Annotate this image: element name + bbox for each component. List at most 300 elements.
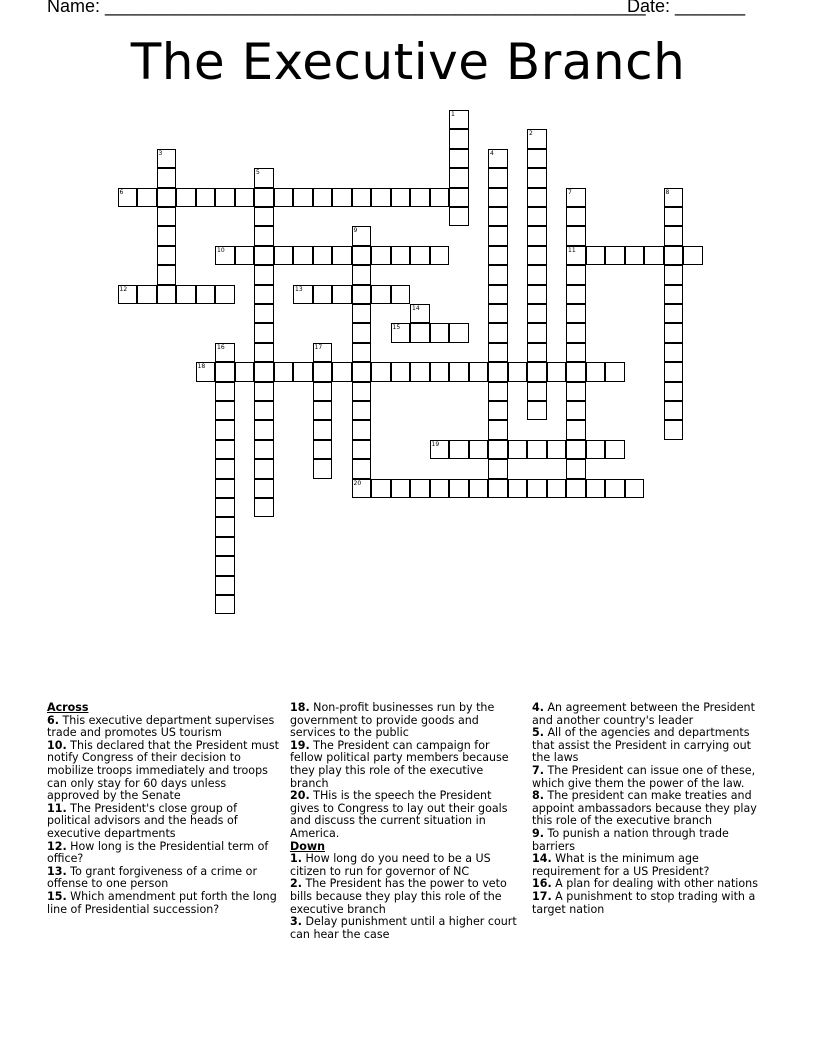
- crossword-cell[interactable]: [371, 188, 391, 207]
- crossword-cell[interactable]: [566, 323, 586, 342]
- crossword-cell[interactable]: [449, 129, 469, 148]
- crossword-cell[interactable]: [527, 168, 547, 187]
- crossword-cell[interactable]: [410, 479, 430, 498]
- crossword-cell[interactable]: [410, 246, 430, 265]
- crossword-cell[interactable]: [527, 440, 547, 459]
- down-heading: Down: [290, 839, 325, 853]
- clue-number: 14.: [532, 852, 552, 866]
- crossword-cell[interactable]: [488, 168, 508, 187]
- down-clue-list: [290, 853, 522, 941]
- crossword-cell[interactable]: [605, 362, 625, 381]
- crossword-cell[interactable]: [254, 265, 274, 284]
- crossword-cell[interactable]: [527, 285, 547, 304]
- clue-number-label: 5: [256, 169, 260, 177]
- crossword-cell[interactable]: [332, 188, 352, 207]
- crossword-cell[interactable]: [254, 343, 274, 362]
- crossword-cell[interactable]: [449, 188, 469, 207]
- crossword-cell[interactable]: [488, 459, 508, 478]
- clue-text: How long do you need to be a US citizen to run for governor of NC: [290, 852, 491, 878]
- crossword-cell[interactable]: [527, 343, 547, 362]
- crossword-cell[interactable]: [391, 285, 411, 304]
- clue-item: [290, 790, 522, 840]
- crossword-cell[interactable]: [527, 188, 547, 207]
- crossword-cell[interactable]: [332, 362, 352, 381]
- crossword-cell[interactable]: [410, 188, 430, 207]
- clue-number-label: 16: [217, 343, 225, 351]
- clue-number: 11.: [47, 801, 67, 815]
- clue-number: 10.: [47, 738, 67, 752]
- crossword-cell[interactable]: [371, 479, 391, 498]
- page-title: The Executive Branch: [130, 33, 686, 91]
- clue-text: A punishment to stop trading with a target nation: [532, 889, 756, 916]
- crossword-cell[interactable]: [488, 226, 508, 245]
- clue-item: [290, 916, 522, 941]
- crossword-cell[interactable]: [488, 265, 508, 284]
- crossword-cell[interactable]: [449, 149, 469, 168]
- crossword-cell[interactable]: [235, 188, 255, 207]
- date-field-label: Date: _______: [627, 0, 746, 16]
- clue-number: 9.: [532, 826, 544, 840]
- crossword-cell[interactable]: [664, 188, 684, 207]
- crossword-cell[interactable]: [683, 246, 703, 265]
- crossword-cell[interactable]: [664, 420, 684, 439]
- crossword-cell[interactable]: [449, 362, 469, 381]
- crossword-cell[interactable]: [605, 479, 625, 498]
- crossword-cell[interactable]: [352, 323, 372, 342]
- crossword-cell[interactable]: [313, 382, 333, 401]
- clue-number: 15.: [47, 889, 67, 903]
- crossword-cell[interactable]: [215, 420, 235, 439]
- crossword-cell[interactable]: [157, 246, 177, 265]
- clue-item: [532, 765, 768, 790]
- crossword-cell[interactable]: [157, 188, 177, 207]
- clue-number-label: 19: [431, 440, 440, 448]
- crossword-cell[interactable]: [664, 207, 684, 226]
- clue-text: The President's close group of political advisors and the heads of executive departments: [47, 801, 238, 840]
- clue-item: [47, 891, 281, 916]
- crossword-cell[interactable]: [664, 265, 684, 284]
- crossword-cell[interactable]: [547, 440, 567, 459]
- crossword-cell[interactable]: [488, 304, 508, 323]
- crossword-cell[interactable]: [352, 382, 372, 401]
- crossword-cell[interactable]: [527, 246, 547, 265]
- clue-number-label: 13: [295, 285, 303, 293]
- crossword-cell[interactable]: [410, 304, 430, 323]
- crossword-cell[interactable]: [410, 362, 430, 381]
- crossword-cell[interactable]: [566, 382, 586, 401]
- crossword-cell[interactable]: [586, 440, 606, 459]
- crossword-cell[interactable]: [254, 382, 274, 401]
- clue-number: 4.: [532, 701, 544, 714]
- clue-number: 3.: [290, 915, 302, 929]
- crossword-cell[interactable]: [488, 149, 508, 168]
- crossword-cell[interactable]: [215, 343, 235, 362]
- clue-number: 8.: [532, 789, 544, 803]
- crossword-cell[interactable]: [566, 362, 586, 381]
- crossword-cell[interactable]: [469, 362, 489, 381]
- crossword-cell[interactable]: [118, 285, 138, 304]
- crossword-cell[interactable]: [527, 382, 547, 401]
- crossword-cell[interactable]: [293, 285, 313, 304]
- crossword-cell[interactable]: [313, 420, 333, 439]
- crossword-cell[interactable]: [254, 401, 274, 420]
- crossword-cell[interactable]: [371, 246, 391, 265]
- clue-text: Delay punishment until a higher court can hear the case: [290, 915, 517, 941]
- crossword-cell[interactable]: [449, 110, 469, 129]
- crossword-cell[interactable]: [449, 323, 469, 342]
- crossword-cell[interactable]: [664, 323, 684, 342]
- crossword-cell[interactable]: [352, 362, 372, 381]
- clue-text: All of the agencies and departments that assist the President in carrying out the laws: [532, 726, 752, 765]
- crossword-cell[interactable]: [430, 246, 450, 265]
- clue-number-label: 7: [568, 188, 572, 196]
- crossword-cell[interactable]: [566, 207, 586, 226]
- crossword-cell[interactable]: [449, 207, 469, 226]
- crossword-cell[interactable]: [508, 362, 528, 381]
- crossword-cell[interactable]: [215, 498, 235, 517]
- crossword-cell[interactable]: [469, 479, 489, 498]
- clue-number: 13.: [47, 864, 67, 878]
- crossword-cell[interactable]: [566, 285, 586, 304]
- crossword-cell[interactable]: [254, 246, 274, 265]
- crossword-cell[interactable]: [391, 362, 411, 381]
- crossword-cell[interactable]: [176, 188, 196, 207]
- crossword-cell[interactable]: [566, 420, 586, 439]
- crossword-cell[interactable]: [274, 362, 294, 381]
- crossword-cell[interactable]: [352, 420, 372, 439]
- crossword-cell[interactable]: [566, 401, 586, 420]
- clues-column-2: [290, 702, 522, 941]
- clue-item: [47, 841, 281, 866]
- crossword-cell[interactable]: [527, 265, 547, 284]
- crossword-cell[interactable]: [196, 362, 216, 381]
- crossword-cell[interactable]: [566, 265, 586, 284]
- crossword-cell[interactable]: [391, 479, 411, 498]
- crossword-cell[interactable]: [352, 226, 372, 245]
- crossword-cell[interactable]: [664, 226, 684, 245]
- crossword-cell[interactable]: [488, 343, 508, 362]
- crossword-cell[interactable]: [352, 285, 372, 304]
- crossword-cell[interactable]: [508, 440, 528, 459]
- crossword-cell[interactable]: [215, 517, 235, 536]
- clue-item: [532, 727, 768, 765]
- crossword-cell[interactable]: [410, 323, 430, 342]
- crossword-cell[interactable]: [664, 401, 684, 420]
- crossword-cell[interactable]: [332, 246, 352, 265]
- clue-number-label: 9: [353, 227, 358, 235]
- crossword-cell[interactable]: [488, 382, 508, 401]
- crossword-cell[interactable]: [157, 168, 177, 187]
- crossword-cell[interactable]: [313, 401, 333, 420]
- clue-number-label: 2: [529, 130, 533, 138]
- crossword-cell[interactable]: [137, 188, 157, 207]
- clue-item: [47, 715, 281, 740]
- crossword-cell[interactable]: [215, 537, 235, 556]
- clue-number-label: 20: [353, 479, 362, 487]
- clues-column-1: [47, 702, 281, 916]
- crossword-cell[interactable]: [293, 362, 313, 381]
- clue-text: To punish a nation through trade barriers: [532, 826, 729, 853]
- clue-number: 19.: [290, 738, 310, 752]
- crossword-cell[interactable]: [157, 265, 177, 284]
- crossword-cell[interactable]: [215, 556, 235, 575]
- crossword-cell[interactable]: [215, 595, 235, 614]
- crossword-cell[interactable]: [313, 362, 333, 381]
- across-clue-list-continued: [290, 702, 522, 841]
- crossword-cell[interactable]: [664, 343, 684, 362]
- clue-item: [532, 853, 768, 878]
- crossword-cell[interactable]: [566, 226, 586, 245]
- clue-text: The President can campaign for fellow political party members because they play this role of the executive branch: [290, 738, 509, 790]
- clue-number-label: 8: [665, 188, 670, 196]
- crossword-cell[interactable]: [215, 188, 235, 207]
- crossword-cell[interactable]: [566, 343, 586, 362]
- crossword-cell[interactable]: [352, 440, 372, 459]
- crossword-cell[interactable]: [664, 285, 684, 304]
- clue-text: To grant forgiveness of a crime or offense to one person: [47, 864, 258, 891]
- crossword-cell[interactable]: [215, 459, 235, 478]
- crossword-cell[interactable]: [313, 459, 333, 478]
- clue-item: [47, 866, 281, 891]
- crossword-cell[interactable]: [527, 479, 547, 498]
- crossword-cell[interactable]: [586, 479, 606, 498]
- crossword-cell[interactable]: [547, 479, 567, 498]
- crossword-cell[interactable]: [488, 362, 508, 381]
- clue-item: [47, 740, 281, 803]
- clue-text: This declared that the President must notify Congress of their decision to mobilize troops immediately and troops can only stay for 60 days unless approved by the Senate: [47, 738, 279, 803]
- crossword-cell[interactable]: [586, 246, 606, 265]
- crossword-cell[interactable]: [547, 362, 567, 381]
- crossword-cell[interactable]: [449, 168, 469, 187]
- crossword-cell[interactable]: [488, 440, 508, 459]
- crossword-cell[interactable]: [313, 188, 333, 207]
- crossword-cell[interactable]: [430, 440, 450, 459]
- crossword-cell[interactable]: [215, 382, 235, 401]
- crossword-cell[interactable]: [391, 246, 411, 265]
- crossword-cell[interactable]: [254, 420, 274, 439]
- crossword-cell[interactable]: [352, 304, 372, 323]
- clue-text: The President can issue one of these, which give them the power of the law.: [532, 763, 756, 790]
- crossword-cell[interactable]: [157, 285, 177, 304]
- clue-text: Which amendment put forth the long line of Presidential succession?: [47, 889, 277, 916]
- crossword-cell[interactable]: [527, 304, 547, 323]
- crossword-cell[interactable]: [196, 285, 216, 304]
- crossword-cell[interactable]: [527, 323, 547, 342]
- clue-item: [290, 740, 522, 790]
- crossword-cell[interactable]: [566, 188, 586, 207]
- clue-number: 2.: [290, 877, 302, 891]
- crossword-cell[interactable]: [176, 285, 196, 304]
- crossword-cell[interactable]: [293, 188, 313, 207]
- crossword-cell[interactable]: [527, 207, 547, 226]
- clue-number-label: 6: [119, 188, 124, 196]
- clue-number: 6.: [47, 713, 59, 727]
- crossword-cell[interactable]: [254, 207, 274, 226]
- clue-number-label: 4: [490, 149, 494, 157]
- crossword-cell[interactable]: [664, 246, 684, 265]
- crossword-cell[interactable]: [430, 323, 450, 342]
- clue-text: An agreement between the President and another country's leader: [532, 701, 755, 727]
- crossword-cell[interactable]: [664, 362, 684, 381]
- crossword-cell[interactable]: [430, 362, 450, 381]
- crossword-cell[interactable]: [566, 246, 586, 265]
- crossword-cell[interactable]: [235, 246, 255, 265]
- clue-number: 17.: [532, 889, 552, 903]
- crossword-cell[interactable]: [254, 285, 274, 304]
- down-clue-list-continued: [532, 702, 768, 916]
- crossword-cell[interactable]: [488, 285, 508, 304]
- clue-number-label: 17: [314, 343, 323, 351]
- crossword-cell[interactable]: [430, 479, 450, 498]
- crossword-cell[interactable]: [352, 479, 372, 498]
- crossword-cell[interactable]: [235, 362, 255, 381]
- crossword-cell[interactable]: [430, 188, 450, 207]
- crossword-cell[interactable]: [157, 207, 177, 226]
- crossword-cell[interactable]: [157, 226, 177, 245]
- crossword-cell[interactable]: [605, 440, 625, 459]
- crossword-cell[interactable]: [664, 382, 684, 401]
- clue-text: A plan for dealing with other nations: [551, 877, 758, 891]
- crossword-cell[interactable]: [566, 459, 586, 478]
- crossword-cell[interactable]: [254, 226, 274, 245]
- crossword-cell[interactable]: [449, 440, 469, 459]
- clue-number-label: 12: [119, 285, 128, 293]
- crossword-cell[interactable]: [352, 459, 372, 478]
- crossword-cell[interactable]: [313, 285, 333, 304]
- crossword-cell[interactable]: [254, 304, 274, 323]
- crossword-cell[interactable]: [254, 459, 274, 478]
- crossword-cell[interactable]: [644, 246, 664, 265]
- clue-item: [290, 878, 522, 916]
- crossword-cell[interactable]: [566, 304, 586, 323]
- crossword-cell[interactable]: [254, 362, 274, 381]
- crossword-cell[interactable]: [488, 188, 508, 207]
- crossword-cell[interactable]: [313, 246, 333, 265]
- crossword-cell[interactable]: [352, 343, 372, 362]
- crossword-cell[interactable]: [332, 285, 352, 304]
- across-heading: Across: [47, 701, 89, 714]
- crossword-cell[interactable]: [254, 440, 274, 459]
- crossword-cell[interactable]: [254, 168, 274, 187]
- clue-number: 18.: [290, 701, 310, 714]
- crossword-cell[interactable]: [215, 440, 235, 459]
- crossword-cell[interactable]: [274, 246, 294, 265]
- crossword-cell[interactable]: [215, 576, 235, 595]
- clue-number-label: 15: [392, 324, 401, 332]
- clue-item: [290, 702, 522, 740]
- clue-number: 7.: [532, 763, 544, 777]
- crossword-cell[interactable]: [488, 246, 508, 265]
- crossword-cell[interactable]: [215, 285, 235, 304]
- clue-number: 5.: [532, 726, 544, 740]
- clue-text: How long is the Presidential term of office?: [47, 839, 269, 866]
- clue-number: 20.: [290, 789, 310, 803]
- crossword-cell[interactable]: [254, 188, 274, 207]
- clue-number-label: 11: [568, 246, 576, 254]
- crossword-cell[interactable]: [313, 440, 333, 459]
- crossword-cell[interactable]: [254, 498, 274, 517]
- crossword-cell[interactable]: [274, 188, 294, 207]
- crossword-cell[interactable]: [352, 401, 372, 420]
- crossword-cell[interactable]: [137, 285, 157, 304]
- crossword-cell[interactable]: [293, 246, 313, 265]
- crossword-cell[interactable]: [449, 479, 469, 498]
- crossword-cell[interactable]: [215, 401, 235, 420]
- clue-number-label: 1: [451, 111, 455, 118]
- clue-number-label: 18: [197, 363, 206, 371]
- crossword-cell[interactable]: [352, 246, 372, 265]
- crossword-cell[interactable]: [566, 440, 586, 459]
- clue-number: 16.: [532, 877, 552, 891]
- crossword-cell[interactable]: [352, 188, 372, 207]
- crossword-cell[interactable]: [254, 323, 274, 342]
- crossword-cell[interactable]: [625, 479, 645, 498]
- crossword-cell[interactable]: [371, 285, 391, 304]
- clue-item: [532, 828, 768, 853]
- crossword-cell[interactable]: [371, 362, 391, 381]
- clue-text: The President has the power to veto bills because they play this role of the executive branch: [290, 877, 507, 916]
- crossword-cell[interactable]: [391, 323, 411, 342]
- clue-item: [532, 891, 768, 916]
- clues-column-3: [532, 702, 768, 916]
- clue-item: [290, 853, 522, 878]
- crossword-cell[interactable]: [157, 149, 177, 168]
- clue-item: [532, 790, 768, 828]
- clue-number-label: 10: [217, 246, 225, 254]
- crossword-cell[interactable]: [196, 188, 216, 207]
- crossword-cell[interactable]: [527, 226, 547, 245]
- crossword-cell[interactable]: [625, 246, 645, 265]
- crossword-cell[interactable]: [527, 129, 547, 148]
- clue-item: [532, 702, 768, 727]
- clue-number: 1.: [290, 852, 302, 866]
- crossword-cell[interactable]: [215, 362, 235, 381]
- clue-text: Non-profit businesses run by the government to provide goods and services to the public: [290, 701, 495, 740]
- crossword-cell[interactable]: [118, 188, 138, 207]
- crossword-cell[interactable]: [391, 188, 411, 207]
- crossword-cell[interactable]: [586, 362, 606, 381]
- crossword-cell[interactable]: [469, 440, 489, 459]
- clue-number-label: 3: [158, 149, 163, 157]
- clue-text: What is the minimum age requirement for a US President?: [532, 852, 710, 878]
- crossword-cell[interactable]: [254, 479, 274, 498]
- crossword-cell[interactable]: [313, 343, 333, 362]
- crossword-cell[interactable]: [215, 246, 235, 265]
- crossword-cell[interactable]: [527, 401, 547, 420]
- crossword-cell[interactable]: [488, 479, 508, 498]
- clue-text: This executive department supervises trade and promotes US tourism: [47, 713, 275, 740]
- crossword-cell[interactable]: [488, 401, 508, 420]
- crossword-cell[interactable]: [566, 479, 586, 498]
- clue-number-label: 14: [412, 305, 420, 312]
- clue-item: [47, 803, 281, 841]
- crossword-cell[interactable]: [605, 246, 625, 265]
- name-field-label: Name: ______________________________________________________: [47, 0, 646, 16]
- crossword-cell[interactable]: [664, 304, 684, 323]
- crossword-cell[interactable]: [527, 149, 547, 168]
- clue-number: 12.: [47, 839, 67, 853]
- crossword-cell[interactable]: [488, 207, 508, 226]
- crossword-cell[interactable]: [508, 479, 528, 498]
- clue-text: THis is the speech the President gives to Congress to lay out their goals and discuss the current situation in America.: [290, 789, 508, 840]
- crossword-cell[interactable]: [488, 420, 508, 439]
- crossword-cell[interactable]: [352, 265, 372, 284]
- across-clue-list: [47, 715, 281, 917]
- clue-text: The president can make treaties and appoint ambassadors because they play this role of the executive branch: [532, 789, 757, 828]
- crossword-cell[interactable]: [527, 362, 547, 381]
- crossword-cell[interactable]: [215, 479, 235, 498]
- crossword-cell[interactable]: [488, 323, 508, 342]
